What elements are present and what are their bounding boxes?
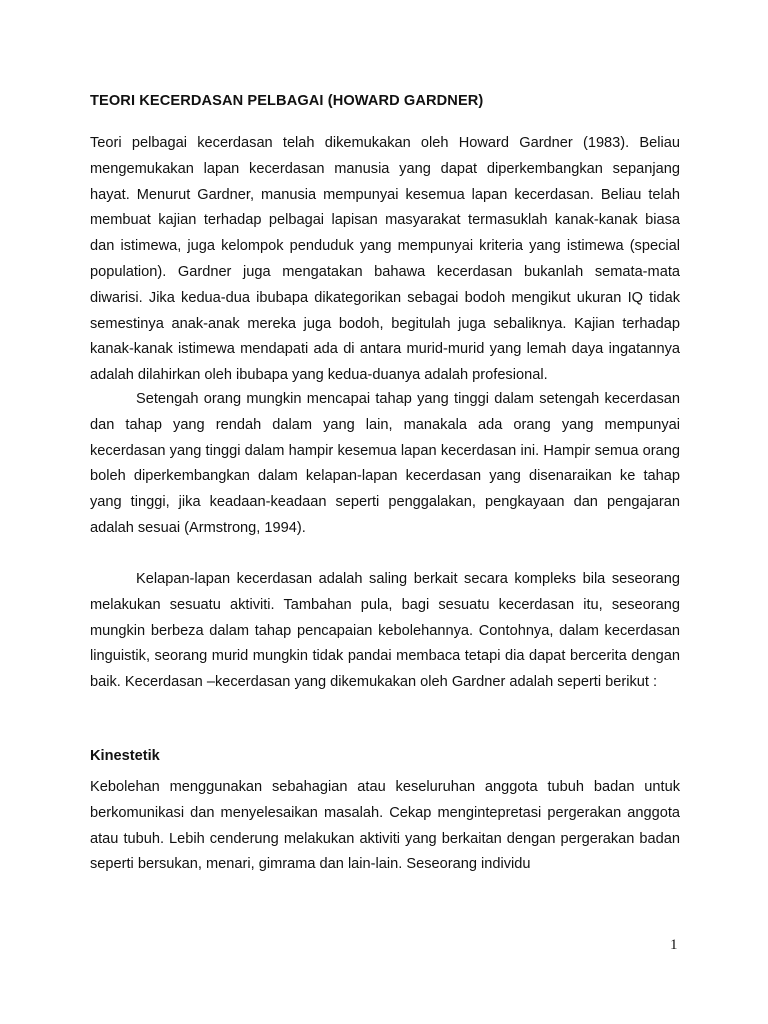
paragraph-block-1 xyxy=(90,131,680,389)
paragraph-kinestetik: Kebolehan menggunakan sebahagian atau keseluruhan anggota tubuh badan untuk berkomunikasi dan menyelesaikan masalah. Cekap mengintepretasi pergerakan anggota atau tubuh. Lebih cenderung melakukan aktiviti yang berkaitan dengan pergerakan badan seperti bersukan, menari, gimrama dan lain-lain. Seseorang individu xyxy=(90,779,680,873)
document-title: TEORI KECERDASAN PELBAGAI (HOWARD GARDNER) xyxy=(90,93,484,109)
paragraph-block-2 xyxy=(90,387,680,542)
page-number: 1 xyxy=(670,937,678,953)
paragraph-interrelation: Kelapan-lapan kecerdasan adalah saling berkait secara kompleks bila seseorang melakukan sesuatu aktiviti. Tambahan pula, bagi sesuatu kecerdasan itu, seseorang mungkin berbeza dalam tahap pencapaian kebolehannya. Contohnya, dalam kecerdasan linguistik, seorang murid mungkin tidak pandai membaca tetapi dia dapat bercerita dengan baik. Kecerdasan –kecerdasan yang dikemukakan oleh Gardner adalah seperti berikut : xyxy=(90,571,680,691)
paragraph-levels: Setengah orang mungkin mencapai tahap yang tinggi dalam setengah kecerdasan dan tahap yang rendah dalam yang lain, manakala ada orang yang mempunyai kecerdasan yang tinggi dalam hampir kesemua lapan kecerdasan ini. Hampir semua orang boleh diperkembangkan dalam kelapan-lapan kecerdasan yang disenaraikan ke tahap yang tinggi, jika keadaan-keadaan seperti penggalakan, pengkayaan dan pengajaran adalah sesuai (Armstrong, 1994). xyxy=(90,391,680,536)
paragraph-block-4 xyxy=(90,775,680,878)
paragraph-intro: Teori pelbagai kecerdasan telah dikemukakan oleh Howard Gardner (1983). Beliau mengemukakan lapan kecerdasan manusia yang dapat diperkembangkan sepanjang hayat. Menurut Gardner, manusia mempunyai kesemua lapan kecerdasan. Beliau telah membuat kajian terhadap pelbagai lapisan masyarakat termasuklah kanak-kanak biasa dan istimewa, juga kelompok penduduk yang mempunyai kriteria yang istimewa (special population). Gardner juga mengatakan bahawa kecerdasan bukanlah semata-mata diwarisi. Jika kedua-dua ibubapa dikategorikan sebagai bodoh mengikut ukuran IQ tidak semestinya anak-anak mereka juga bodoh, begitulah juga sebaliknya. Kajian terhadap kanak-kanak istimewa mendapati ada di antara murid-murid yang lemah daya ingatannya adalah dilahirkan oleh ibubapa yang kedua-duanya adalah profesional. xyxy=(90,135,680,384)
subheading-kinestetik: Kinestetik xyxy=(90,748,160,764)
paragraph-block-3 xyxy=(90,567,680,696)
